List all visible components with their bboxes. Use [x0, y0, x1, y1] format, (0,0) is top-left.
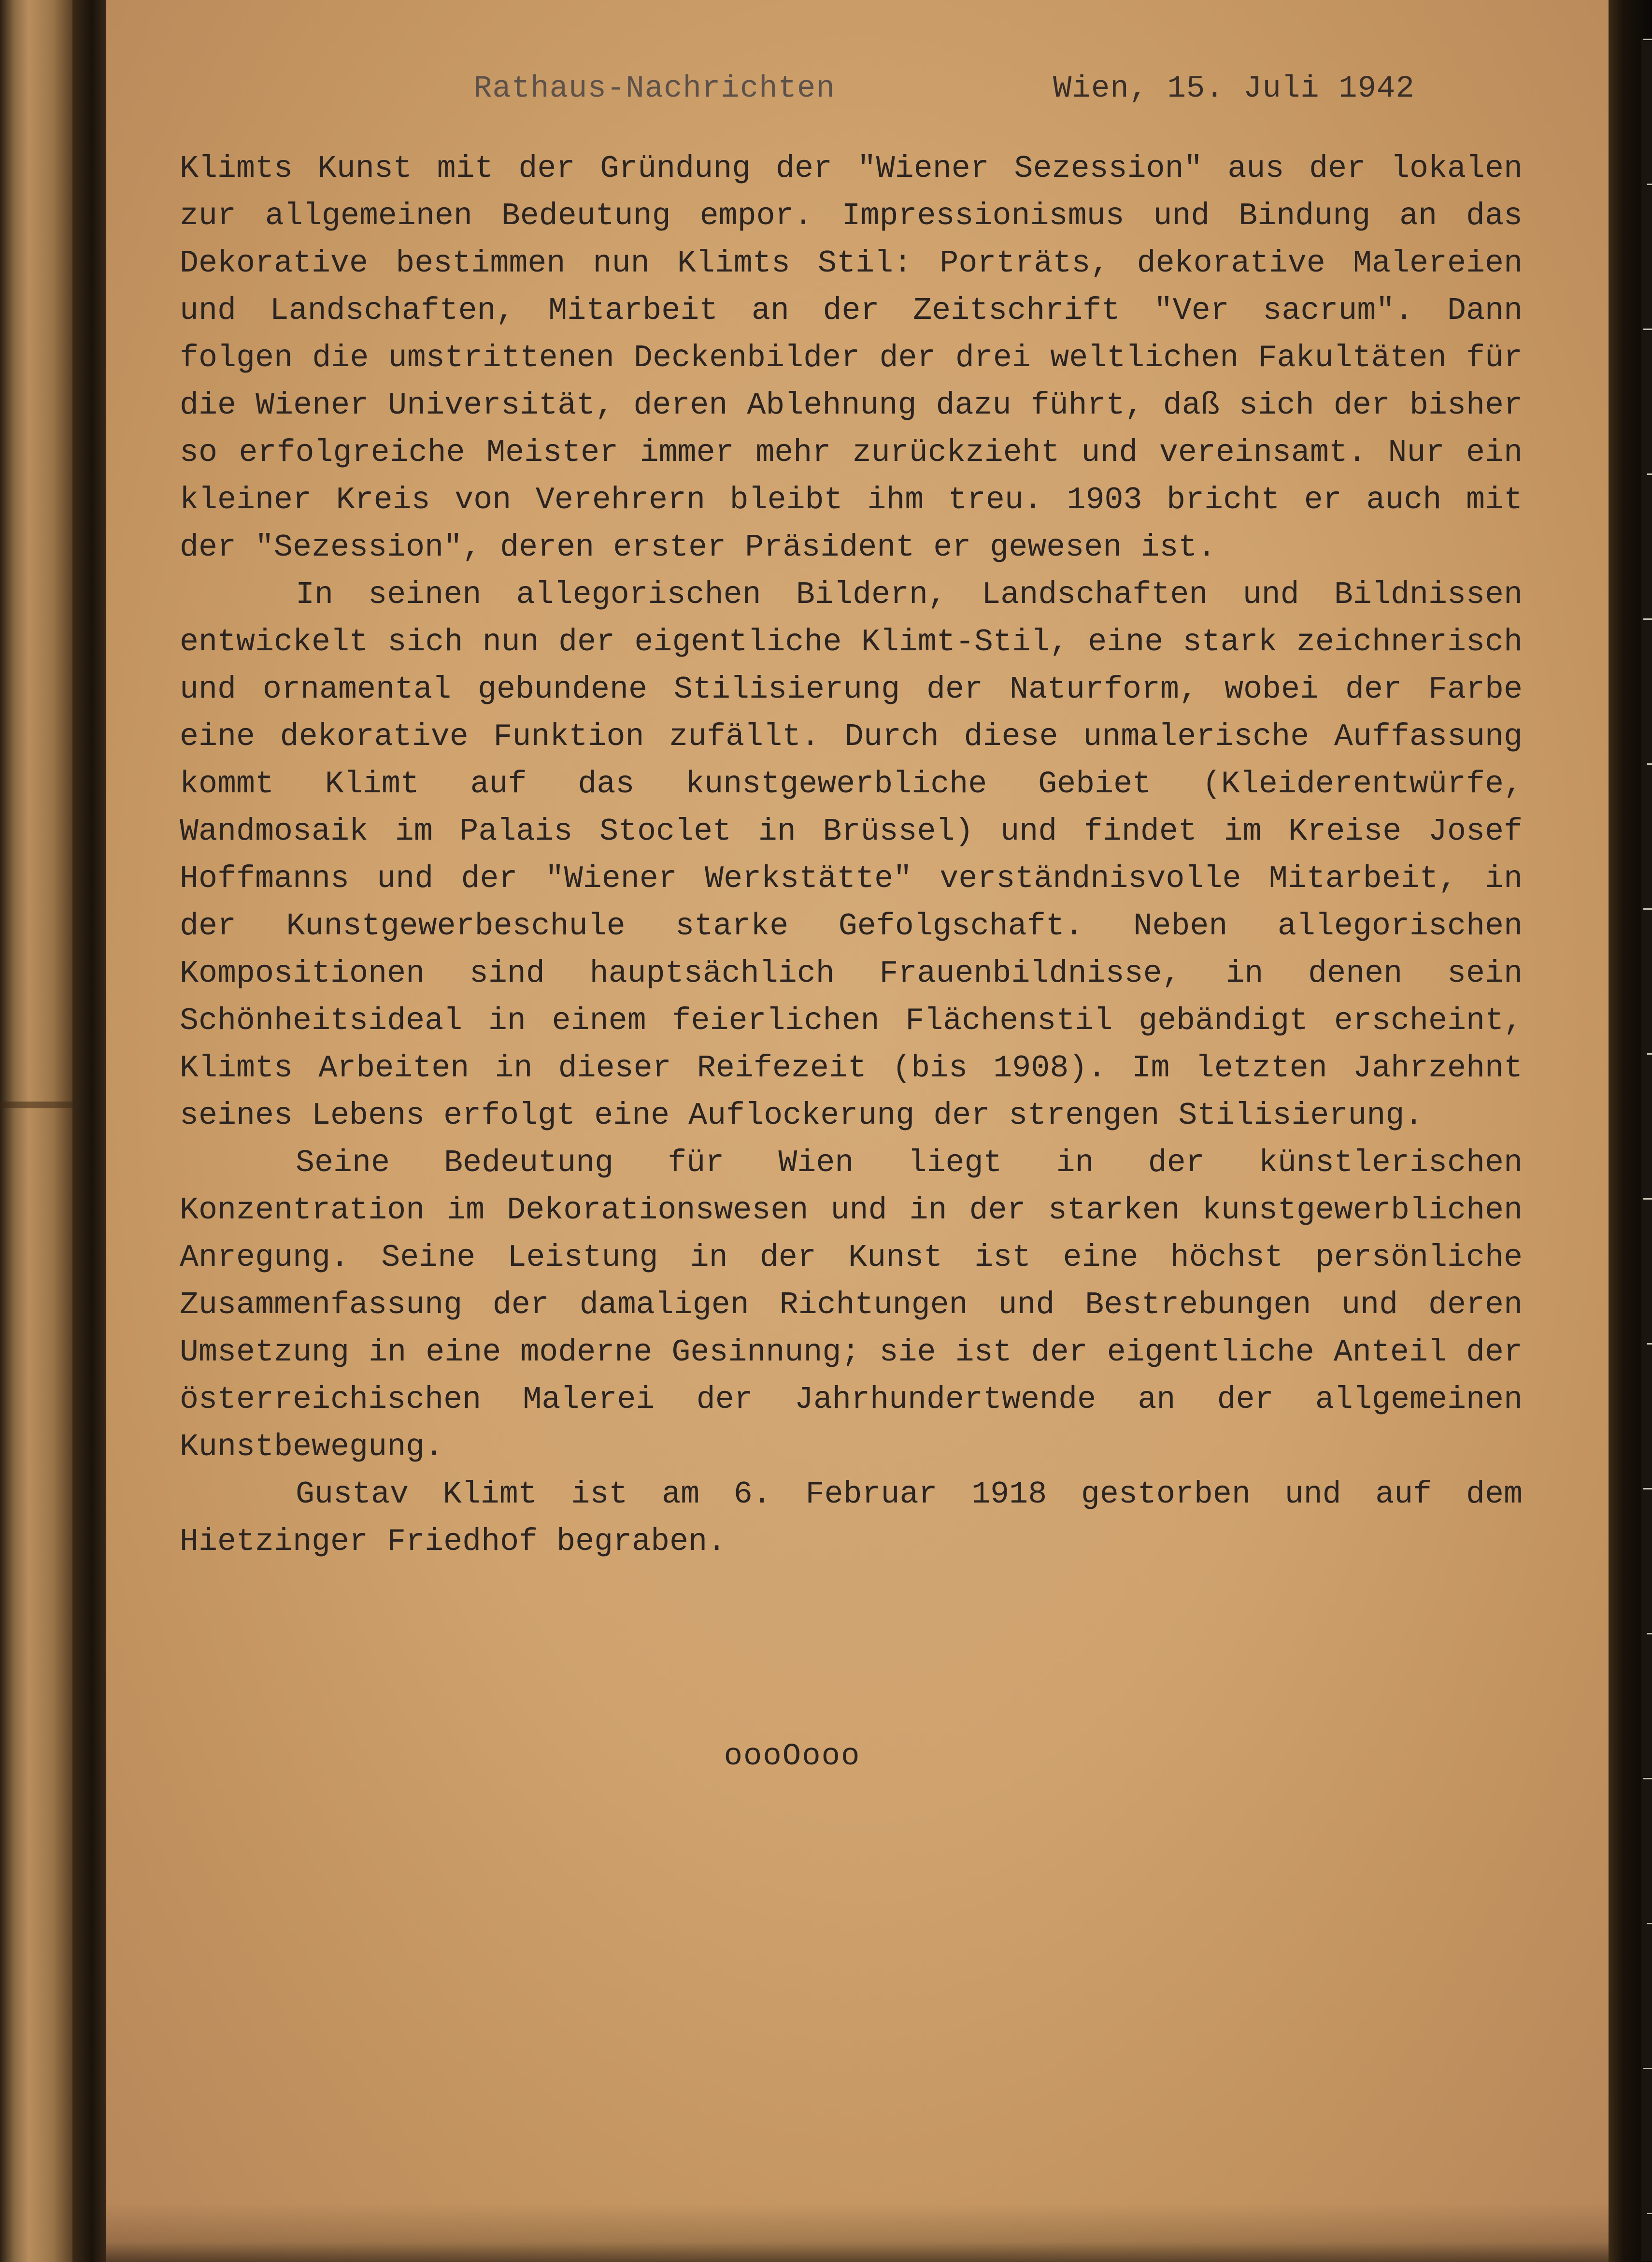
page-fold [0, 1102, 72, 1108]
paragraph-2: In seinen allegorischen Bildern, Landschaften und Bildnissen entwickelt sich nun der eigentliche Klimt-Stil, eine stark zeichnerisch und ornamental gebundene Stilisierung der Naturform, wobei der Farbe eine dekorative Funktion zufällt. Durch diese unmalerische Auffassung kommt Klimt auf das kunstgewerbliche Gebiet (Kleiderentwürfe, Wandmosaik im Palais Stoclet in Brüssel) und findet im Kreise Josef Hoffmanns und der "Wiener Werkstätte" verständnisvolle Mitarbeit, in der Kunstgewerbeschule starke Gefolgschaft. Neben allegorischen Kompositionen sind hauptsächlich Frauenbildnisse, in denen sein Schönheitsideal in einem feierlichen Flächenstil gebändigt erscheint, Klimts Arbeiten in dieser Reifezeit (bis 1908). Im letzten Jahrzehnt seines Lebens erfolgt eine Auflockerung der strengen Stilisierung. [180, 577, 1523, 1133]
end-separator: oooOooo [724, 1739, 861, 1774]
page-header [473, 72, 1439, 115]
scan-ruler [1641, 39, 1652, 2261]
ruler-tick [1647, 1343, 1652, 1345]
ruler-tick [1647, 1923, 1652, 1924]
body-text [180, 145, 1523, 1565]
ruler-tick [1647, 1053, 1652, 1055]
ruler-tick [1647, 2213, 1652, 2214]
header-date: Wien, 15. Juli 1942 [1053, 72, 1415, 106]
facing-page-edge [0, 0, 72, 2262]
page-bottom-shadow [106, 2203, 1609, 2262]
ruler-tick [1643, 1198, 1652, 1200]
ruler-tick [1647, 763, 1652, 765]
ruler-tick [1647, 184, 1652, 185]
paragraph-1: Klimts Kunst mit der Gründung der "Wiener Sezession" aus der lokalen zur allgemeinen Bedeutung empor. Impressionismus und Bindung an das Dekorative bestimmen nun Klimts Stil: Porträts, dekorative Malereien und Landschaften, Mitarbeit an der Zeitschrift "Ver sacrum". Dann folgen die umstrittenen Deckenbilder der drei weltlichen Fakultäten für die Wiener Universität, deren Ablehnung dazu führt, daß sich der bisher so erfolgreiche Meister immer mehr zurückzieht und vereinsamt. Nur ein kleiner Kreis von Verehrern bleibt ihm treu. 1903 bricht er auch mit der "Sezession", deren erster Präsident er gewesen ist. [180, 151, 1523, 565]
ruler-tick [1643, 1778, 1652, 1779]
ruler-tick [1643, 618, 1652, 620]
ruler-tick [1647, 1633, 1652, 1634]
ruler-tick [1643, 329, 1652, 330]
paragraph-4: Gustav Klimt ist am 6. Februar 1918 gestorben und auf dem Hietzinger Friedhof begraben. [180, 1476, 1523, 1560]
ruler-tick [1643, 2068, 1652, 2069]
ruler-tick [1643, 39, 1652, 40]
ruler-tick [1643, 908, 1652, 910]
ruler-tick [1647, 473, 1652, 475]
header-department: Rathaus-Nachrichten [473, 72, 835, 106]
paragraph-3: Seine Bedeutung für Wien liegt in der künstlerischen Konzentration im Dekorationswesen und in der starken kunstgewerblichen Anregung. Seine Leistung in der Kunst ist eine höchst persönliche Zusammenfassung der damaligen Richtungen und Bestrebungen und deren Umsetzung in eine moderne Gesinnung; sie ist der eigentliche Anteil der österreichischen Malerei der Jahrhundertwende an der allgemeinen Kunstbewegung. [180, 1145, 1523, 1465]
ruler-tick [1643, 1488, 1652, 1489]
